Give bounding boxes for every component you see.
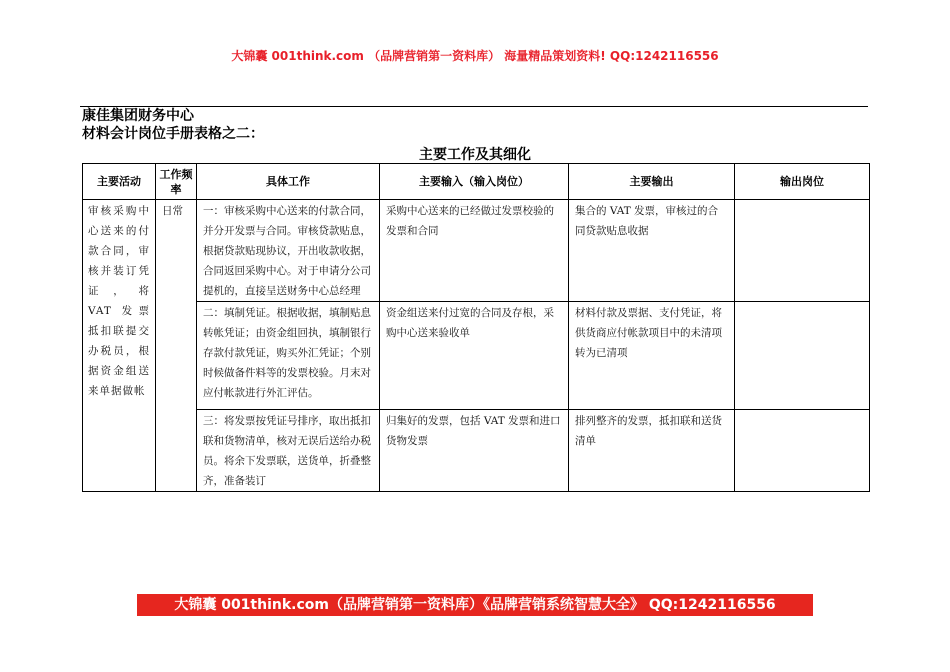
- input-text: 归集好的发票，包括 VAT 发票和进口货物发票: [386, 415, 561, 447]
- output-text: 排列整齐的发票，抵扣联和送货清单: [575, 415, 722, 447]
- input-cell: [380, 200, 569, 302]
- activity-cell: [83, 200, 156, 492]
- post-cell: [735, 302, 870, 410]
- table-row: [83, 200, 870, 302]
- header-rule: [80, 106, 868, 107]
- header-main-input: 主要输入（输入岗位）: [380, 164, 569, 200]
- post-text: [735, 410, 869, 411]
- input-cell: [380, 302, 569, 410]
- post-text: [735, 302, 869, 303]
- header-specific-work: 具体工作: [197, 164, 380, 200]
- work-text: 二：填制凭证。根据收据，填制贴息转帐凭证；由资金组回执，填制银行存款付款凭证，购买外汇凭证；个别时候做备件料等的发票校验。月末对应付帐款进行外汇评估。: [203, 307, 371, 399]
- organization-name: 康佳集团财务中心: [82, 108, 194, 124]
- work-text: 三：将发票按凭证号排序，取出抵扣联和货物清单，核对无误后送给办税员。将余下发票联，送货单，折叠整齐，准备装订: [203, 415, 371, 487]
- header-main-activity: 主要活动: [83, 164, 156, 200]
- activity-text: 审核采购中心送来的付款合同，审核并装订凭证，将 VAT 发票抵扣联提交办税员，根据资金组送来单据做帐: [88, 205, 150, 397]
- document-subtitle: 材料会计岗位手册表格之二：: [82, 126, 264, 142]
- output-cell: [569, 302, 735, 410]
- header-main-output: 主要输出: [569, 164, 735, 200]
- header-frequency: 工作频率: [156, 164, 197, 200]
- output-cell: [569, 410, 735, 492]
- work-cell: [197, 302, 380, 410]
- header-output-post: 输出岗位: [735, 164, 870, 200]
- document-title: 主要工作及其细化: [419, 147, 531, 163]
- footer-banner: 大锦囊 001think.com（品牌营销第一资料库）《品牌营销系统智慧大全》 QQ:1242116556: [137, 594, 813, 616]
- top-banner: 大锦囊 001think.com （品牌营销第一资料库） 海量精品策划资料! QQ:1242116556: [231, 49, 719, 63]
- post-text: [735, 200, 869, 201]
- output-text: 集合的 VAT 发票，审核过的合同贷款贴息收据: [575, 205, 719, 237]
- post-cell: [735, 200, 870, 302]
- post-cell: [735, 410, 870, 492]
- frequency-text: 日常: [162, 205, 183, 217]
- input-text: 资金组送来付过宽的合同及存根，采购中心送来验收单: [386, 307, 554, 339]
- frequency-cell: [156, 200, 197, 492]
- table-row: [83, 302, 870, 410]
- work-table: [82, 163, 870, 492]
- table-header-row: [83, 164, 870, 200]
- output-cell: [569, 200, 735, 302]
- table-row: [83, 410, 870, 492]
- work-cell: [197, 410, 380, 492]
- input-text: 采购中心送来的已经做过发票校验的发票和合同: [386, 205, 554, 237]
- work-cell: [197, 200, 380, 302]
- work-text: 一：审核采购中心送来的付款合同，并分开发票与合同。审核贷款贴息，根据贷款贴现协议，开出收款收据，合同返回采购中心。对于申请分公司提机的，直接呈送财务中心总经理: [203, 205, 371, 297]
- input-cell: [380, 410, 569, 492]
- output-text: 材料付款及票据、支付凭证，将供货商应付帐款项目中的未清项转为已清项: [575, 307, 722, 359]
